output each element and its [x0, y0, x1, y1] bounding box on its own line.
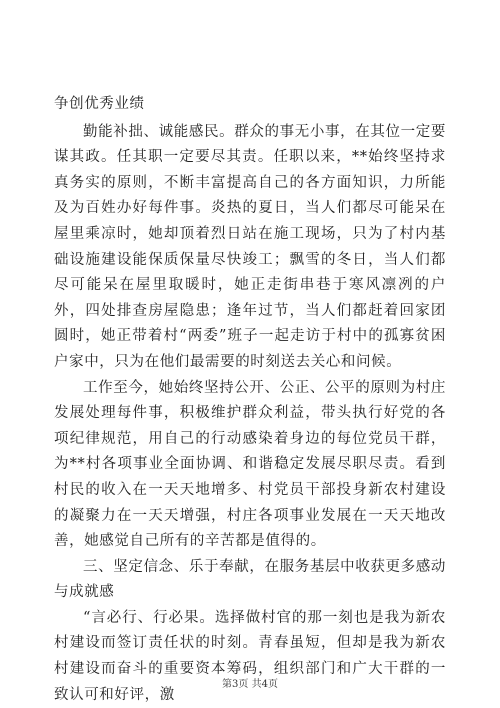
section-heading-3: 三、坚定信念、乐于奉献，在服务基层中收获更多感动与成就感: [54, 558, 446, 601]
section-heading: 争创优秀业绩: [54, 96, 145, 112]
document-body: [54, 92, 446, 708]
paragraph-2: 工作至今，她始终坚持公开、公正、公平的原则为村庄发展处理每件事，积极维护群众利益，带头执行好党的各项纪律规范，用自己的行动感染着身边的每位党员干群，为**村各项事业全面协调、和谐稳定发展尽职尽责。看到村民的收入在一天天地增多、村党员干部投身新农村建设的凝聚力在一天天增强，村庄各项事业发展在一天天地改善，她感觉自己所有的辛苦都是值得的。: [54, 379, 446, 550]
paragraph-1: 勤能补拙、诚能感民。群众的事无小事，在其位一定要谋其政。任其职一定要尽其责。任职以来，**始终坚持求真务实的原则，不断丰富提高自己的各方面知识，力所能及为百姓办好每件事。炎热的夏日，当人们都尽可能呆在屋里乘凉时，她却顶着烈日站在施工现场，只为了村内基础设施建设能保质保量尽快竣工；飘雪的冬日，当人们都尽可能呆在屋里取暖时，她正走街串巷于寒风凛冽的户外，四处排查房屋隐患；逢年过节，当人们都赶着回家团圆时，她正带着村“两委”班子一起走访于村中的孤寡贫困户家中，只为在他们最需要的时刻送去关心和问候。: [54, 123, 446, 370]
paragraph-3: “言必行、行必果。选择做村官的那一刻也是我为新农村建设而签订责任状的时刻。青春虽短，但却是我为新农村建设而奋斗的重要资本筹码，组织部门和广大干群的一致认可和好评，激: [54, 609, 446, 703]
page-footer: 第3页 共4页: [222, 679, 278, 690]
